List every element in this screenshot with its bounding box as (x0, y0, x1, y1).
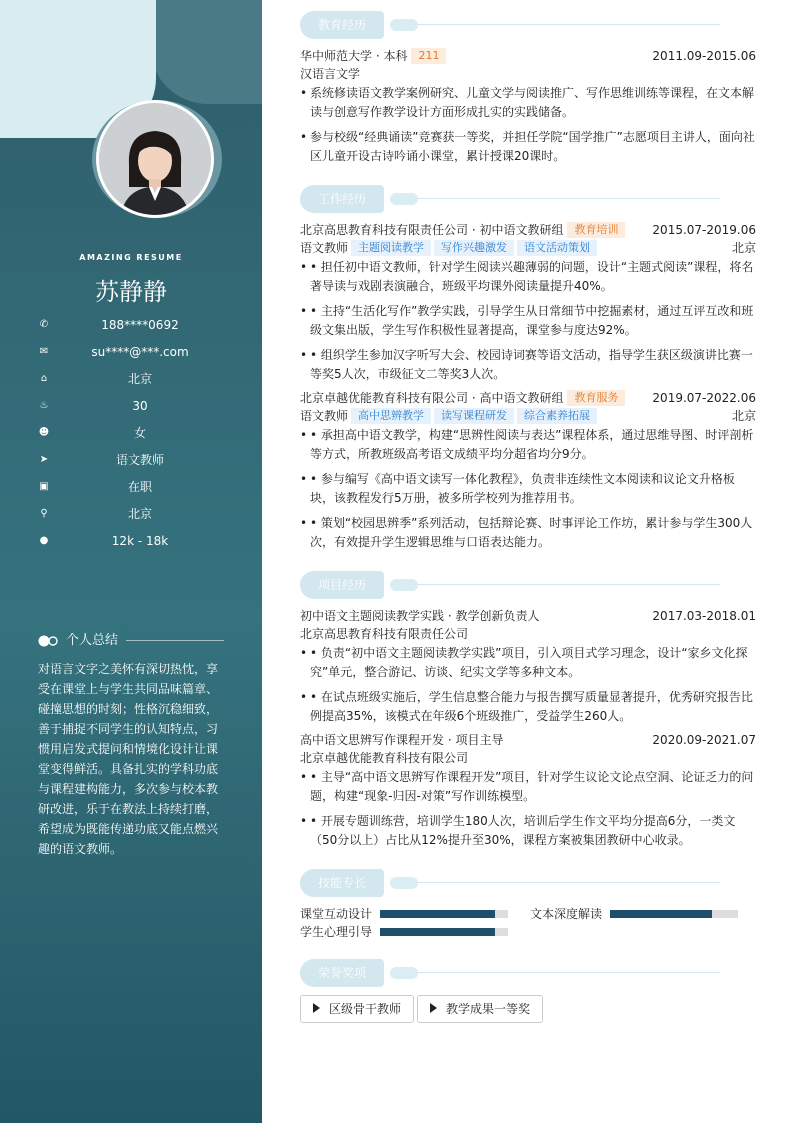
section-pill-tail (390, 877, 418, 889)
job-bullet: • • 组织学生参加汉字听写大会、校园诗词赛等语文活动，指导学生获区级演讲比赛一等奖5人次，市级征文二等奖3人次。 (300, 346, 756, 384)
job-skill-tag: 主题阅读教学 (351, 240, 431, 256)
money-icon: ● (39, 535, 49, 546)
skill-bar (610, 910, 738, 918)
project-header (300, 607, 756, 625)
skill-name: 课堂互动设计 (300, 907, 373, 921)
award-name: 教学成果一等奖 (446, 1002, 531, 1016)
job-header (300, 389, 756, 407)
skill-item (530, 905, 740, 923)
info-age (36, 397, 246, 415)
info-text: 北京 (127, 372, 152, 386)
education-date: 2011.09-2015.06 (652, 49, 756, 63)
section-divider (418, 584, 720, 585)
section-pill-tail (390, 19, 418, 31)
section-divider (418, 24, 720, 25)
award-badge (417, 995, 543, 1023)
project-org: 北京高思教育科技有限责任公司 (300, 627, 469, 641)
award-badge (300, 995, 414, 1023)
summary-title: 个人总结 (66, 633, 119, 648)
candidate-name: 苏静静 (95, 278, 167, 306)
education-header (300, 47, 756, 65)
bubble-dots-icon (38, 635, 60, 647)
award-name: 区级骨干教师 (329, 1002, 402, 1016)
section-awards (300, 959, 740, 987)
info-text: 在职 (127, 480, 152, 494)
job-date: 2019.07-2022.06 (652, 391, 756, 405)
info-text: su****@***.com (91, 345, 189, 359)
project-org: 北京卓越优能教育科技有限公司 (300, 751, 469, 765)
info-text: 12k - 18k (111, 534, 169, 548)
skill-bar-fill (610, 910, 712, 918)
section-work (300, 185, 740, 213)
job-bullet: • • 参与编写《高中语文读写一体化教程》，负责非连续性文本阅读和议论文升格板块，该教程发行5万册，被多所学校列为推荐用书。 (300, 470, 756, 508)
project-name: 初中语文主题阅读教学实践 · 教学创新负责人 (300, 609, 540, 623)
section-skills (300, 869, 740, 897)
info-text: 女 (133, 426, 146, 440)
section-title: 技能专长 (300, 869, 384, 897)
skill-name: 学生心理引导 (300, 925, 373, 939)
job-industry-tag: 教育培训 (567, 222, 625, 238)
play-triangle-icon (313, 1003, 320, 1013)
skill-bar-fill (380, 910, 495, 918)
skill-bar (380, 928, 508, 936)
mail-icon: ✉ (39, 346, 49, 357)
info-email (36, 343, 246, 361)
job-date: 2015.07-2019.06 (652, 223, 756, 237)
job-skill-tag: 综合素养拓展 (517, 408, 597, 424)
job-header (300, 221, 756, 239)
project-date: 2020.09-2021.07 (652, 733, 756, 747)
project-bullet: • • 开展专题训练营，培训学生180人次，培训后学生作文平均分提高6分，一类文（50分以上）占比从12%提升至30%，课程方案被集团教研中心收录。 (300, 812, 756, 850)
section-title: 工作经历 (300, 185, 384, 213)
section-title: 荣誉奖项 (300, 959, 384, 987)
section-education (300, 11, 740, 39)
job-industry-tag: 教育服务 (567, 390, 625, 406)
section-title: 项目经历 (300, 571, 384, 599)
job-city: 北京 (731, 241, 756, 255)
sidebar (0, 0, 262, 1123)
summary-heading (38, 632, 224, 650)
skill-item (300, 923, 510, 941)
section-title: 教育经历 (300, 11, 384, 39)
section-pill-tail (390, 967, 418, 979)
gender-icon: ☻ (38, 427, 50, 438)
location-pin-icon: ⚲ (40, 508, 48, 519)
project-bullet: • • 在试点班级实施后，学生信息整合能力与报告撰写质量显著提升，优秀研究报告比例提高35%，该模式在年级6个班级推广，受益学生260人。 (300, 688, 756, 726)
job-skill-tag: 语文活动策划 (517, 240, 597, 256)
job-company: 北京高思教育科技有限责任公司 · 初中语文教研组 (300, 223, 564, 237)
project-name: 高中语文思辨写作课程开发 · 项目主导 (300, 733, 504, 747)
info-position (36, 451, 246, 469)
education-major: 汉语言文学 (300, 67, 361, 81)
info-home (36, 370, 246, 388)
project-bullet: • • 主导“高中语文思辨写作课程开发”项目，针对学生议论文论点空洞、论证乏力的问题，构建“现象-归因-对策”写作训练模型。 (300, 768, 756, 806)
skill-bar (380, 910, 508, 918)
job-skill-tag: 读写课程研发 (434, 408, 514, 424)
section-divider (418, 882, 720, 883)
job-city: 北京 (731, 409, 756, 423)
play-triangle-icon (430, 1003, 437, 1013)
summary-text: 对语言文字之美怀有深切热忱，享受在课堂上与学生共同品味篇章、碰撞思想的时刻；性格沉稳细致，善于捕捉不同学生的认知特点，习惯用启发式提问和情境化设计让课堂变得鲜活。具备扎实的学科功底与课程建构能力，多次参与校本教研改进，乐于在教法上持续打磨，希望成为既能传递功底又能点燃兴趣的语文教师。 (38, 662, 219, 856)
info-text: 30 (132, 399, 148, 413)
info-salary (36, 532, 246, 550)
avatar-portrait (99, 103, 211, 215)
skill-name: 文本深度解读 (530, 907, 603, 921)
cake-icon: ♨ (39, 400, 49, 411)
skill-item (300, 905, 510, 923)
job-skill-tag: 高中思辨教学 (351, 408, 431, 424)
avatar (96, 100, 214, 218)
school-name: 华中师范大学 · 本科 (300, 49, 408, 63)
school-tag: 211 (411, 48, 446, 64)
job-role: 语文教师 (300, 409, 349, 423)
section-divider (418, 198, 720, 199)
education-bullet: • 参与校级“经典诵读”竞赛获一等奖，并担任学院“国学推广”志愿项目主讲人，面向社区儿童开设古诗吟诵小课堂，累计授课20课时。 (300, 128, 756, 166)
project-bullet: • • 负责“初中语文主题阅读教学实践”项目，引入项目式学习理念，设计“家乡文化探究”单元，整合游记、访谈、纪实文学等多种文本。 (300, 644, 756, 682)
job-role-row (300, 239, 756, 257)
summary-divider (126, 640, 224, 641)
section-pill-tail (390, 193, 418, 205)
job-bullet: • • 策划“校园思辨季”系列活动，包括辩论赛、时事评论工作坊，累计参与学生300人次，有效提升学生逻辑思维与口语表达能力。 (300, 514, 756, 552)
education-bullet: • 系统修读语文教学案例研究、儿童文学与阅读推广、写作思维训练等课程，在文本解读与创意写作教学设计方面形成扎实的实践储备。 (300, 84, 756, 122)
section-pill-tail (390, 579, 418, 591)
info-phone (36, 316, 246, 334)
project-header (300, 731, 756, 749)
decor-shape-dark (150, 0, 262, 104)
section-projects (300, 571, 740, 599)
job-role: 语文教师 (300, 241, 349, 255)
info-gender (36, 424, 246, 442)
job-bullet: • • 主持“生活化写作”教学实践，引导学生从日常细节中挖掘素材，通过互评互改和班级文集出版，学生写作积极性显著提高，课堂参与度达92%。 (300, 302, 756, 340)
resume-subtitle: AMAZING RESUME (79, 253, 183, 262)
project-date: 2017.03-2018.01 (652, 609, 756, 623)
briefcase-icon: ▣ (39, 481, 49, 492)
info-text: 北京 (127, 507, 152, 521)
job-company: 北京卓越优能教育科技有限公司 · 高中语文教研组 (300, 391, 564, 405)
info-city (36, 505, 246, 523)
info-text: 188****0692 (101, 318, 179, 332)
info-status (36, 478, 246, 496)
send-icon: ➤ (39, 454, 49, 465)
job-skill-tag: 写作兴趣激发 (434, 240, 514, 256)
section-divider (418, 972, 720, 973)
skill-bar-fill (380, 928, 495, 936)
info-text: 语文教师 (115, 453, 164, 467)
home-icon: ⌂ (40, 373, 48, 384)
job-role-row (300, 407, 756, 425)
job-bullet: • • 承担高中语文教学，构建“思辨性阅读与表达”课程体系，通过思维导图、时评剖析等方式，所教班级高考语文成绩平均分超省均分9分。 (300, 426, 756, 464)
phone-icon: ✆ (39, 319, 49, 330)
job-bullet: • • 担任初中语文教师，针对学生阅读兴趣薄弱的问题，设计“主题式阅读”课程，将名著导读与戏剧表演融合，班级平均课外阅读量提升40%。 (300, 258, 756, 296)
